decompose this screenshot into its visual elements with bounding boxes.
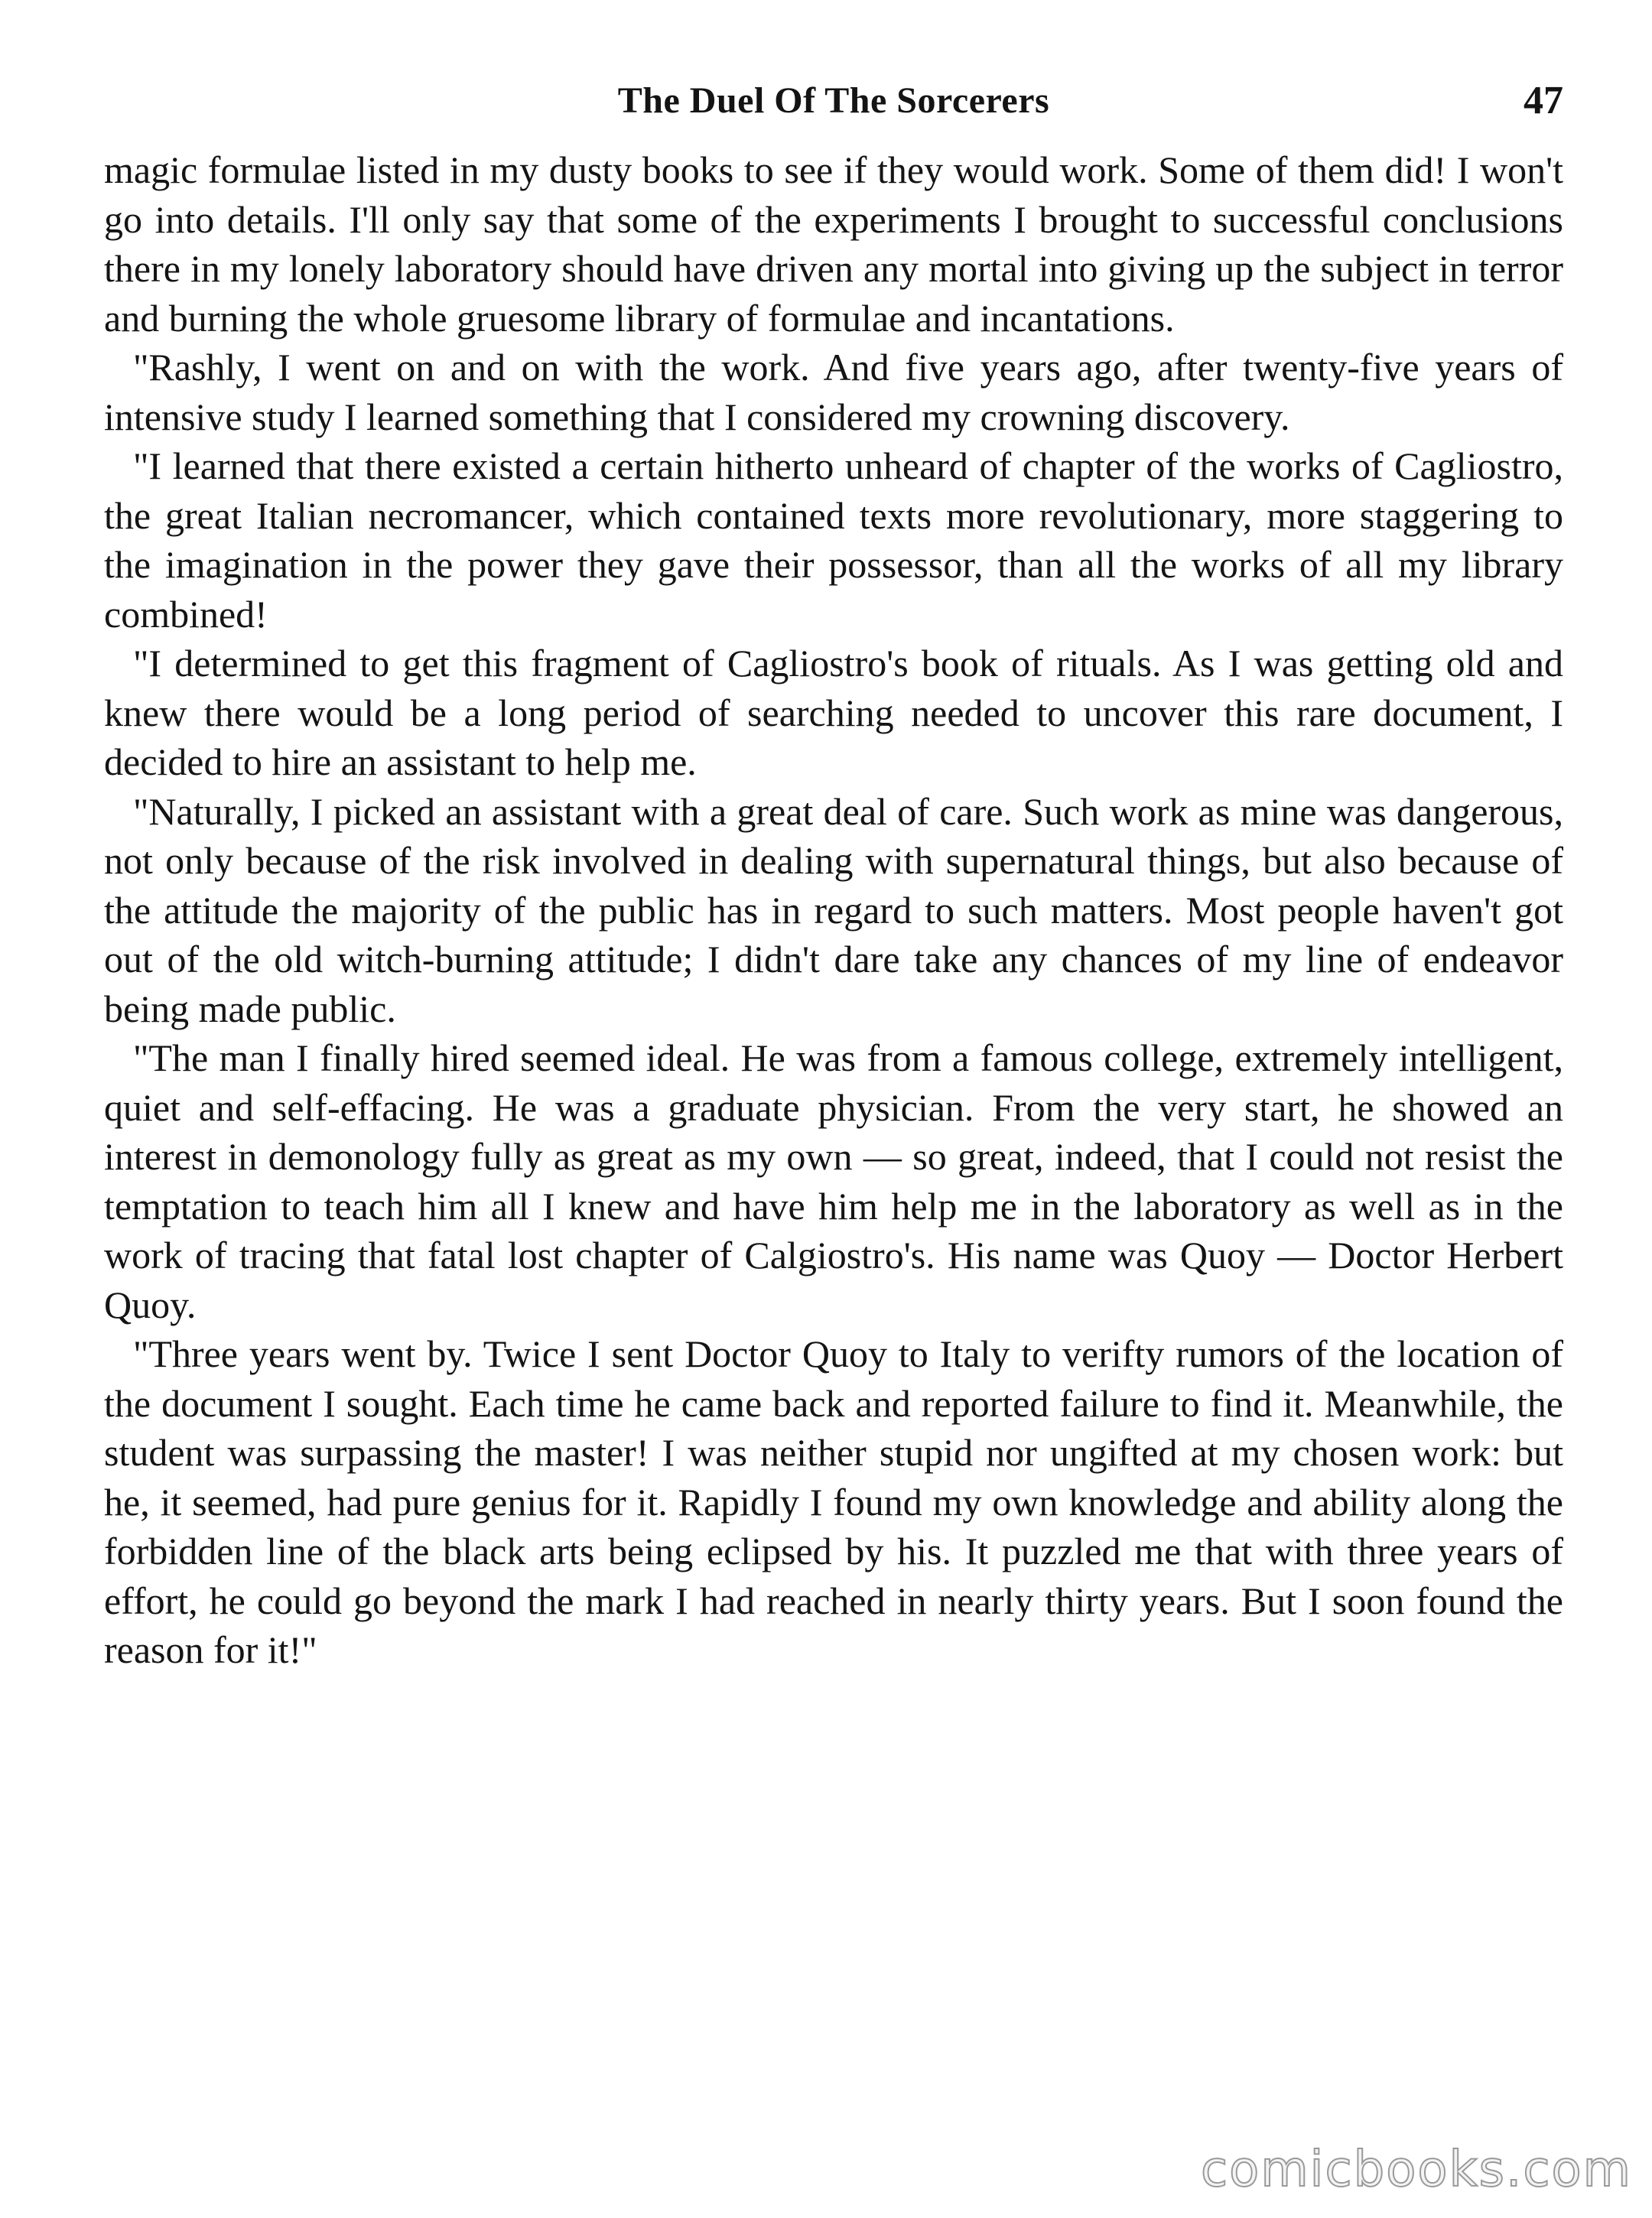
book-page	[104, 70, 1563, 2166]
paragraph: "Rashly, I went on and on with the work. And five years ago, after twenty-five years of intensive study I learned something that I considered my crowning discovery.	[104, 346, 1563, 438]
paragraph: "I determined to get this fragment of Cagliostro's book of rituals. As I was getting old and knew there would be a long period of searching needed to uncover this rare document, I decided to hire an assistant to help me.	[104, 642, 1563, 783]
page-number: 47	[1524, 79, 1563, 122]
paragraph: "Naturally, I picked an assistant with a great deal of care. Such work as mine was dangerous, not only because of the risk involved in dealing with supernatural things, but also because of the attitude the majority of the public has in regard to such matters. Most people haven't got out of the old witch-burning attitude; I didn't dare take any chances of my line of endeavor being made public.	[104, 789, 1563, 1030]
paragraph: "Three years went by. Twice I sent Doctor Quoy to Italy to verifty rumors of the location of the document I sought. Each time he came back and reported failure to find it. Meanwhile, the student was surpassing the master! I was neither stupid nor ungifted at my chosen work: but he, it seemed, had pure genius for it. Rapidly I found my own knowledge and ability along the forbidden line of the black arts being eclipsed by his. It puzzled me that with three years of effort, he could go beyond the mark I had reached in nearly thirty years. But I soon found the reason for it!"	[104, 1332, 1563, 1671]
paragraph: "The man I finally hired seemed ideal. He was from a famous college, extremely intelligent, quiet and self-effacing. He was a graduate physician. From the very start, he showed an interest in demonology fully as great as my own — so great, indeed, that I could not resist the temptation to teach him all I knew and have him help me in the laboratory as well as in the work of tracing that fatal lost chapter of Calgiostro's. His name was Quoy — Doctor Herbert Quoy.	[104, 1036, 1563, 1326]
running-title: The Duel Of The Sorcerers	[617, 80, 1050, 121]
page-header	[104, 70, 1563, 132]
source-watermark: comicbooks.com	[1200, 2142, 1632, 2198]
body-text	[104, 145, 1563, 1675]
paragraph: magic formulae listed in my dusty books to see if they would work. Some of them did! I won't go into details. I'll only say that some of the experiments I brought to successful conclusions there in my lonely laboratory should have driven any mortal into giving up the subject in terror and burning the whole gruesome library of formulae and incantations.	[104, 148, 1563, 340]
paragraph: "I learned that there existed a certain hitherto unheard of chapter of the works of Cagliostro, the great Italian necromancer, which contained texts more revolutionary, more staggering to the imagination in the power they gave their possessor, than all the works of all my library combined!	[104, 444, 1563, 636]
